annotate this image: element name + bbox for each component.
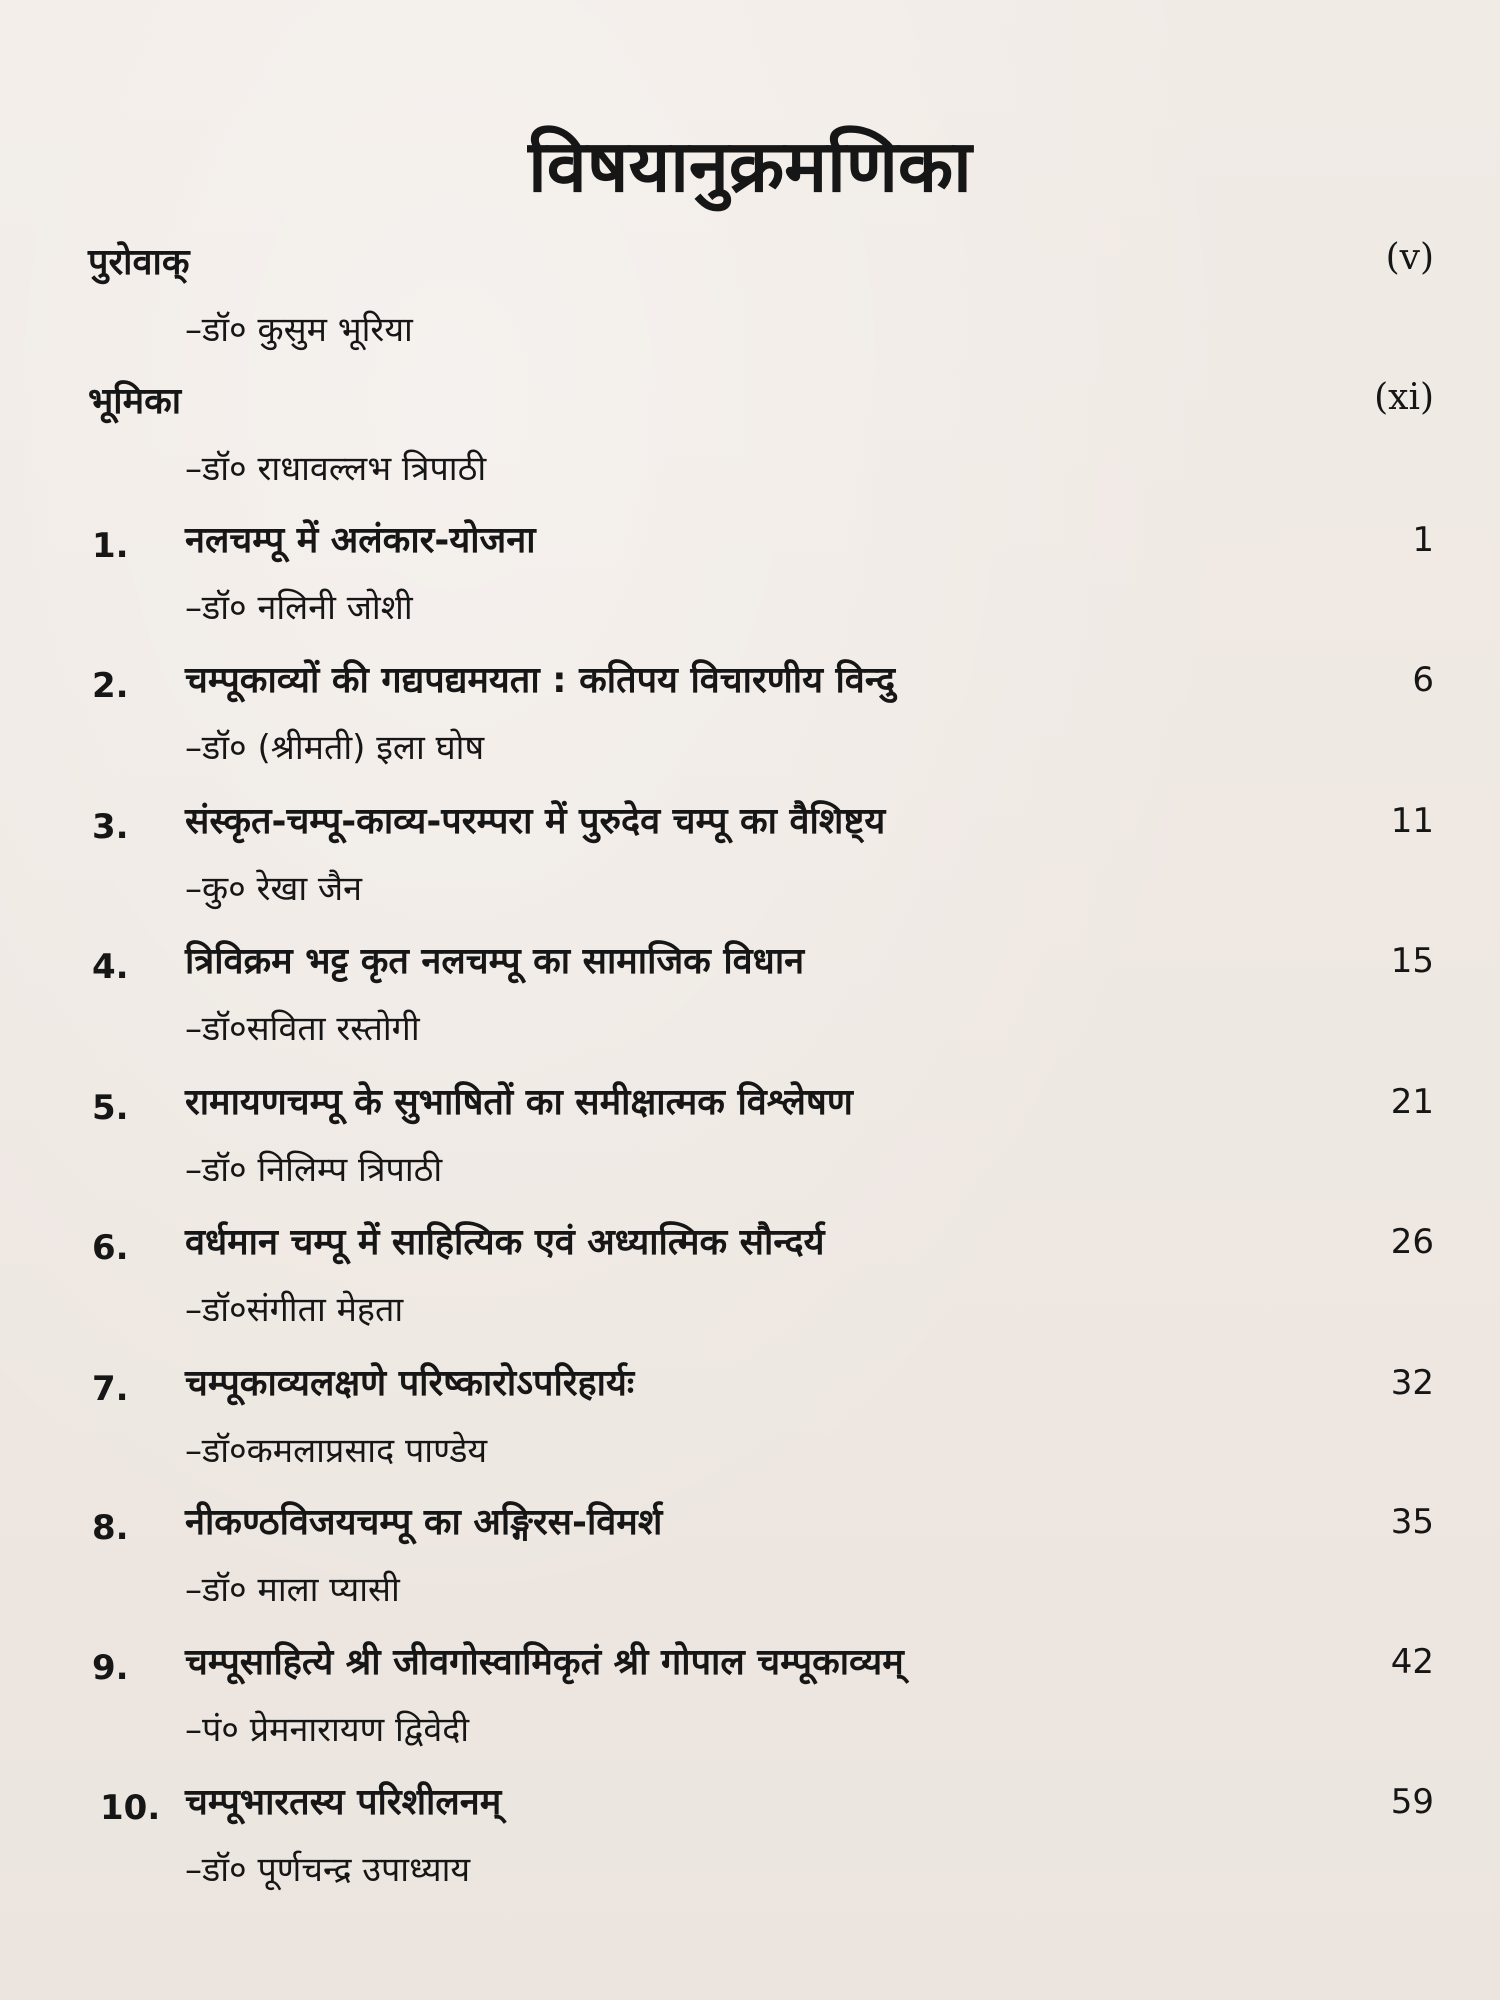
toc-entry-page: 59 (1390, 1782, 1434, 1822)
toc-entry-title: भूमिका (88, 381, 182, 422)
toc-entry-title: चम्पूकाव्यों की गद्यपद्यमयता : कतिपय विचारणीय विन्दु (185, 660, 896, 701)
toc-entry-page: 15 (1390, 941, 1434, 981)
toc-entry-author: –डॉ० निलिम्प त्रिपाठी (185, 1150, 443, 1190)
toc-entry-page: 42 (1390, 1642, 1434, 1682)
toc-entry-number: 2. (92, 666, 129, 706)
toc-entry-number: 4. (92, 947, 129, 987)
toc-entry-title: चम्पूसाहित्ये श्री जीवगोस्वामिकृतं श्री गोपाल चम्पूकाव्यम् (185, 1642, 904, 1683)
toc-entry-page: 6 (1412, 660, 1434, 700)
toc-entry-page: 32 (1390, 1363, 1434, 1403)
toc-entry-title: त्रिविक्रम भट्ट कृत नलचम्पू का सामाजिक विधान (185, 941, 805, 982)
toc-entry-author: –डॉ०संगीता मेहता (185, 1290, 404, 1330)
toc-entry-number: 1. (92, 526, 129, 566)
toc-entry-page: 11 (1390, 801, 1434, 841)
toc-entry-number: 8. (92, 1508, 129, 1548)
toc-entry-number: 3. (92, 807, 129, 847)
toc-entry-author: –डॉ० नलिनी जोशी (185, 588, 413, 628)
toc-entry-author: –पं० प्रेमनारायण द्विवेदी (185, 1710, 470, 1750)
toc-entry-number: 9. (92, 1648, 129, 1688)
toc-entry-author: –डॉ०कमलाप्रसाद पाण्डेय (185, 1431, 488, 1471)
page-title: विषयानुक्रमणिका (528, 124, 972, 208)
toc-entry-number: 6. (92, 1228, 129, 1268)
toc-entry-author: –कु० रेखा जैन (185, 869, 363, 909)
toc-entry-title: नलचम्पू में अलंकार-योजना (185, 520, 536, 561)
toc-entry-page: (xi) (1374, 377, 1434, 418)
toc-entry-page: 1 (1412, 520, 1434, 560)
toc-entry-title: रामायणचम्पू के सुभाषितों का समीक्षात्मक विश्लेषण (185, 1082, 853, 1123)
toc-entry-author: –डॉ० कुसुम भूरिया (185, 310, 413, 350)
toc-entry-number: 10. (100, 1788, 161, 1828)
toc-entry-page: 26 (1390, 1222, 1434, 1262)
toc-entry-author: –डॉ०सविता रस्तोगी (185, 1009, 420, 1049)
toc-entry-page: (v) (1385, 237, 1434, 278)
toc-entry-author: –डॉ० माला प्यासी (185, 1570, 400, 1610)
toc-entry-title: नीकण्ठविजयचम्पू का अङ्गिरस-विमर्श (185, 1502, 663, 1543)
toc-entry-author: –डॉ० (श्रीमती) इला घोष (185, 728, 485, 768)
toc-entry-title: चम्पूकाव्यलक्षणे परिष्कारोऽपरिहार्यः (185, 1363, 635, 1404)
toc-entry-author: –डॉ० पूर्णचन्द्र उपाध्याय (185, 1850, 471, 1890)
toc-entry-title: संस्कृत-चम्पू-काव्य-परम्परा में पुरुदेव चम्पू का वैशिष्ट्य (185, 801, 886, 842)
toc-entry-page: 35 (1390, 1502, 1434, 1542)
toc-entry-title: चम्पूभारतस्य परिशीलनम् (185, 1782, 502, 1823)
toc-entry-number: 7. (92, 1369, 129, 1409)
toc-entry-title: वर्धमान चम्पू में साहित्यिक एवं अध्यात्मिक सौन्दर्य (185, 1222, 825, 1263)
toc-entry-title: पुरोवाक् (88, 242, 190, 283)
toc-entry-number: 5. (92, 1088, 129, 1128)
toc-entry-page: 21 (1390, 1082, 1434, 1122)
toc-entry-author: –डॉ० राधावल्लभ त्रिपाठी (185, 449, 487, 489)
